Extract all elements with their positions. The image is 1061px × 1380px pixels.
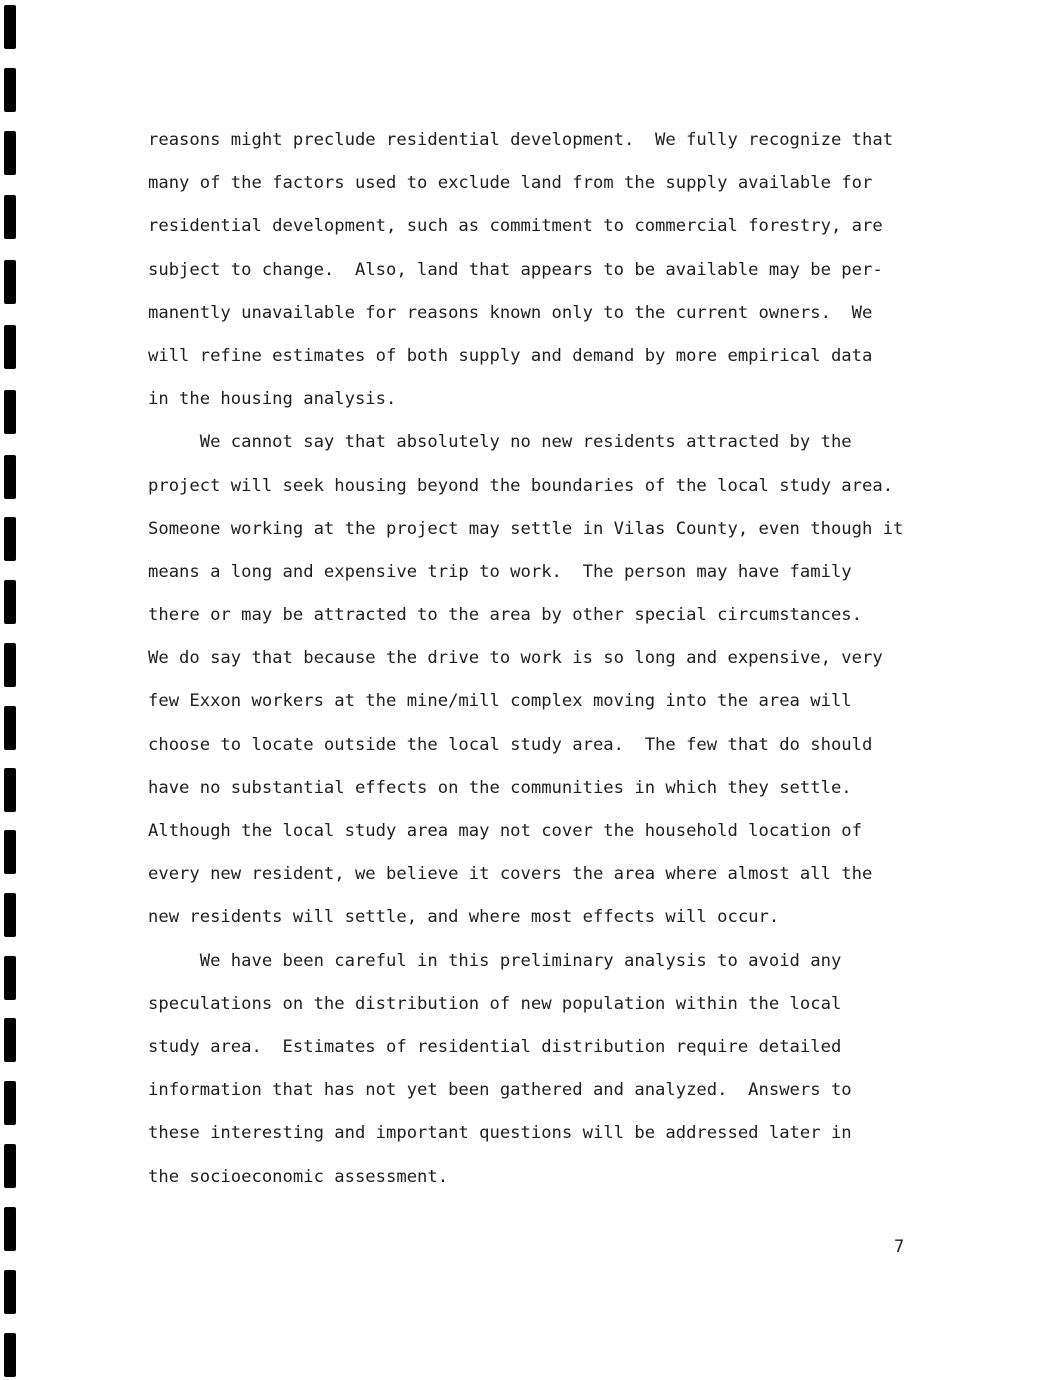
text-line: reasons might preclude residential development. We fully recognize that	[148, 130, 894, 150]
punch-mark	[4, 455, 16, 499]
punch-mark	[4, 706, 16, 750]
body-text	[148, 119, 948, 1199]
text-line: Someone working at the project may settle in Vilas County, even though it	[148, 518, 904, 539]
punch-mark	[4, 131, 16, 175]
text-line: information that has not yet been gathered and analyzed. Answers to	[148, 1080, 852, 1101]
punch-mark	[4, 517, 16, 561]
punch-mark	[4, 1018, 16, 1062]
text-line: new residents will settle, and where most effects will occur.	[148, 907, 780, 928]
punch-mark	[4, 580, 16, 624]
punch-mark	[4, 5, 16, 49]
punch-mark	[4, 390, 16, 434]
punch-mark	[4, 893, 16, 937]
text-line: choose to locate outside the local study area. The few that do should	[148, 734, 873, 755]
punch-mark	[4, 1144, 16, 1188]
text-line: in the housing analysis.	[148, 389, 397, 410]
text-line: residential development, such as commitment to commercial forestry, are	[148, 216, 883, 237]
punch-mark	[4, 956, 16, 1000]
text-line: subject to change. Also, land that appears to be available may be per-	[148, 259, 883, 280]
text-line: the socioeconomic assessment.	[148, 1166, 449, 1187]
punch-mark	[4, 1270, 16, 1314]
punch-mark	[4, 1081, 16, 1125]
text-line: many of the factors used to exclude land from the supply available for	[148, 173, 873, 194]
punch-mark	[4, 260, 16, 304]
text-line: project will seek housing beyond the boundaries of the local study area.	[148, 475, 894, 496]
binding-punch-strip	[4, 0, 18, 1380]
punch-mark	[4, 68, 16, 112]
text-line: manently unavailable for reasons known only to the current owners. We	[148, 302, 873, 323]
text-line: We do say that because the drive to work is so long and expensive, very	[148, 648, 883, 669]
text-line: have no substantial effects on the communities in which they settle.	[148, 777, 852, 798]
text-line: We have been careful in this preliminary analysis to avoid any	[148, 950, 842, 971]
text-line: every new resident, we believe it covers the area where almost all the	[148, 864, 873, 885]
punch-mark	[4, 830, 16, 874]
text-line: few Exxon workers at the mine/mill complex moving into the area will	[148, 691, 852, 712]
punch-mark	[4, 325, 16, 369]
punch-mark	[4, 768, 16, 812]
punch-mark	[4, 1333, 16, 1377]
punch-mark	[4, 195, 16, 239]
text-line: We cannot say that absolutely no new residents attracted by the	[148, 432, 852, 453]
punch-mark	[4, 643, 16, 687]
page-number: 7	[894, 1237, 905, 1257]
text-line: speculations on the distribution of new population within the local	[148, 993, 842, 1014]
text-line: Although the local study area may not cover the household location of	[148, 821, 862, 841]
punch-mark	[4, 1207, 16, 1251]
text-line: these interesting and important questions will be addressed later in	[148, 1123, 852, 1144]
text-line: there or may be attracted to the area by other special circumstances.	[148, 605, 862, 626]
text-line: study area. Estimates of residential distribution require detailed	[148, 1036, 842, 1057]
text-line: means a long and expensive trip to work. The person may have family	[148, 561, 852, 582]
text-line: will refine estimates of both supply and demand by more empirical data	[148, 345, 873, 366]
